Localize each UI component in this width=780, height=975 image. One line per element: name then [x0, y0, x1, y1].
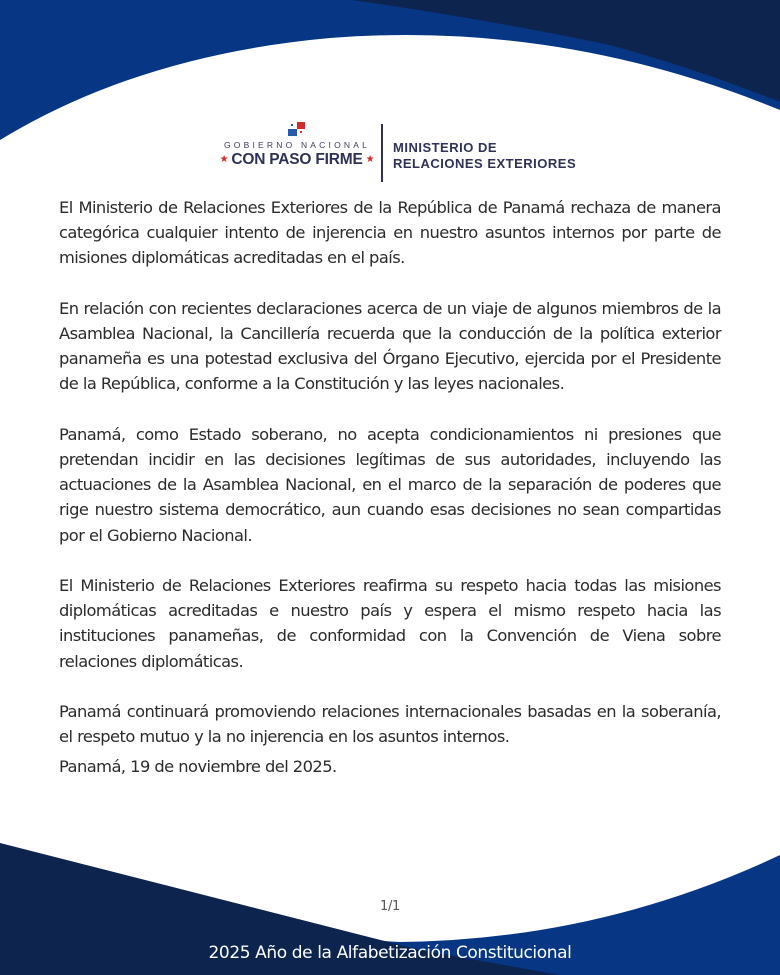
star-icon: ★ — [365, 154, 375, 165]
header-logo — [200, 118, 590, 184]
paragraph-2: En relación con recientes declaraciones acerca de un viaje de algunos miembros de la Asamblea Nacional, la Cancillería recuerda que la conducción de la política exterior panameña es una potestad exclusiva del Órgano Ejecutivo, ejercida por el Presidente de la República, conforme a la Constitución y las leyes nacionales. — [59, 298, 721, 394]
government-logo — [212, 122, 382, 169]
star-icon: ★ — [219, 154, 229, 165]
footer-motto: 2025 Año de la Alfabetización Constitucional — [208, 943, 572, 963]
government-slogan-text: CON PASO FIRME — [231, 151, 363, 168]
paragraph-4: El Ministerio de Relaciones Exteriores reafirma su respeto hacia todas las misiones diplomáticas acreditadas e nuestro país y espera el mismo respeto hacia las instituciones panameñas, de conformidad con la Convención de Viena sobre relaciones diplomáticas. — [59, 576, 721, 671]
ministry-line-1: MINISTERIO DE — [393, 140, 498, 155]
paragraph-3: Panamá, como Estado soberano, no acepta condicionamientos ni presiones que pretendan incidir en las decisiones legítimas de sus autoridades, incluyendo las actuaciones de la Asamblea Nacional, en el marco de la separación de poderes que rige nuestro sistema democrático, aun cuando esas decisiones no sean compartidas por el Gobierno Nacional. — [59, 424, 721, 545]
page-number: 1/1 — [379, 899, 401, 914]
statement-body — [59, 195, 721, 805]
ministry-line-2: RELACIONES EXTERIORES — [393, 156, 577, 171]
paragraph-1: El Ministerio de Relaciones Exteriores de la República de Panamá rechaza de manera categórica cualquier intento de injerencia en nuestro asuntos internos por parte de misiones diplomáticas acreditadas en el país. — [59, 198, 721, 268]
panama-flag-icon — [288, 122, 306, 136]
ministry-name — [393, 140, 576, 172]
logo-divider — [381, 124, 383, 182]
government-top-line: GOBIERNO NACIONAL — [223, 140, 371, 150]
date-line: Panamá, 19 de noviembre del 2025. — [59, 757, 337, 777]
government-slogan — [212, 151, 382, 169]
paragraph-5: Panamá continuará promoviendo relaciones internacionales basadas en la soberanía, el respeto mutuo y la no injerencia en los asuntos internos. — [59, 702, 721, 747]
